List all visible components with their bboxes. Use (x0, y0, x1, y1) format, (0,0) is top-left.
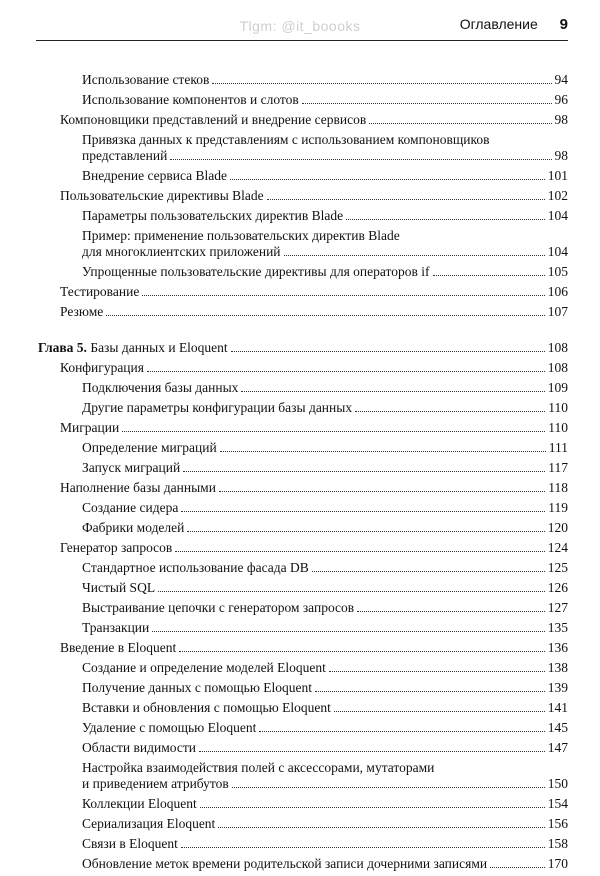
toc-entry[interactable] (60, 440, 568, 456)
toc-entry-page: 158 (547, 836, 568, 851)
toc-entry-page: 136 (547, 640, 568, 655)
toc-entry[interactable] (60, 360, 568, 376)
toc-entry-page: 125 (547, 560, 568, 575)
toc-entry-page: 101 (547, 168, 568, 183)
toc-entry-title: Пользовательские директивы Blade (60, 188, 264, 203)
toc-entry-title: Тестирование (60, 284, 140, 299)
toc-entry[interactable] (60, 188, 568, 204)
toc-entry[interactable] (60, 460, 568, 476)
toc-entry-page: 107 (547, 304, 568, 319)
watermark: Tlgm: @it_boooks (239, 18, 361, 34)
toc-entry-title: Создание сидера (82, 500, 179, 515)
leader-dots (329, 671, 545, 672)
toc-entry[interactable] (60, 796, 568, 812)
leader-dots (106, 315, 544, 316)
toc-entry-title: Выстраивание цепочки с генератором запросов (82, 600, 355, 615)
toc-entry[interactable] (60, 208, 568, 224)
toc-entry-title: Удаление с помощью Eloquent (82, 720, 257, 735)
leader-dots (232, 787, 545, 788)
toc-entry[interactable] (60, 520, 568, 536)
leader-dots (302, 103, 552, 104)
table-of-contents (38, 72, 568, 876)
toc-entry-page: 156 (547, 816, 568, 831)
toc-entry-page: 110 (548, 420, 568, 435)
toc-entry-title: Параметры пользовательских директив Blade (82, 208, 344, 223)
toc-entry[interactable] (60, 836, 568, 852)
toc-entry-title: Подключения базы данных (82, 380, 239, 395)
leader-dots (267, 199, 545, 200)
toc-entry[interactable] (60, 480, 568, 496)
toc-entry[interactable] (60, 304, 568, 320)
toc-entry-title-cont: и приведением атрибутов (82, 776, 229, 791)
toc-entry-title: Области видимости (82, 740, 196, 755)
leader-dots (142, 295, 544, 296)
toc-entry[interactable] (60, 660, 568, 676)
leader-dots (230, 179, 545, 180)
toc-section-ch4 (60, 72, 568, 320)
toc-entry-page: 102 (547, 188, 568, 203)
leader-dots (284, 255, 545, 256)
toc-entry-page: 117 (548, 460, 568, 475)
toc-entry-title: Использование стеков (82, 72, 210, 87)
leader-dots (357, 611, 545, 612)
toc-entry[interactable] (60, 580, 568, 596)
toc-entry[interactable] (60, 92, 568, 108)
leader-dots (147, 371, 545, 372)
leader-dots (179, 651, 544, 652)
toc-entry-title-cont: для многоклиентских приложений (82, 244, 281, 259)
toc-entry-title: Создание и определение моделей Eloquent (82, 660, 326, 675)
toc-entry-page: 150 (547, 776, 568, 791)
toc-entry-title: Коллекции Eloquent (82, 796, 197, 811)
toc-entry-page: 127 (547, 600, 568, 615)
leader-dots (312, 571, 545, 572)
leader-dots (181, 847, 545, 848)
toc-entry[interactable] (60, 560, 568, 576)
toc-entry-page: 141 (547, 700, 568, 715)
toc-entry[interactable] (60, 132, 568, 164)
toc-entry-title-cont: представлений (82, 148, 168, 163)
leader-dots (241, 391, 544, 392)
toc-entry-title: Определение миграций (82, 440, 217, 455)
leader-dots (175, 551, 544, 552)
toc-entry-title: Резюме (60, 304, 104, 319)
toc-entry-page: 139 (547, 680, 568, 695)
toc-entry[interactable] (60, 72, 568, 88)
toc-entry-page: 138 (547, 660, 568, 675)
toc-entry-page: 109 (547, 380, 568, 395)
toc-entry-title: Привязка данных к представлениям с использованием компоновщиков (82, 132, 490, 147)
toc-entry-page: 119 (548, 500, 568, 515)
leader-dots (181, 511, 545, 512)
toc-entry-page: 94 (554, 72, 568, 87)
leader-dots (220, 451, 546, 452)
leader-dots (183, 471, 545, 472)
toc-entry[interactable] (60, 112, 568, 128)
toc-entry-title: Внедрение сервиса Blade (82, 168, 227, 183)
leader-dots (200, 807, 545, 808)
leader-dots (219, 491, 545, 492)
toc-entry[interactable] (60, 540, 568, 556)
toc-entry-title: Миграции (60, 420, 120, 435)
chapter-heading[interactable] (38, 340, 568, 356)
toc-entry-title: Наполнение базы данными (60, 480, 216, 495)
toc-entry-title: Генератор запросов (60, 540, 173, 555)
leader-dots (170, 159, 551, 160)
chapter-gap (60, 324, 568, 340)
leader-dots (334, 711, 545, 712)
toc-entry-title: Связи в Eloquent (82, 836, 178, 851)
toc-entry[interactable] (60, 620, 568, 636)
toc-entry[interactable] (60, 740, 568, 756)
toc-entry-page: 120 (547, 520, 568, 535)
toc-section-ch5 (60, 360, 568, 872)
toc-entry-title: Упрощенные пользовательские директивы для операторов if (82, 264, 430, 279)
toc-entry[interactable] (60, 500, 568, 516)
leader-dots (231, 351, 545, 352)
leader-dots (259, 731, 544, 732)
toc-entry-page: 108 (547, 360, 568, 375)
toc-entry-title: Чистый SQL (82, 580, 156, 595)
toc-entry-title: Пример: применение пользовательских директив Blade (82, 228, 400, 243)
chapter-title: Базы данных и Eloquent (90, 340, 228, 355)
toc-entry[interactable] (60, 400, 568, 416)
toc-entry-page: 111 (548, 440, 568, 455)
toc-entry-title: Вставки и обновления с помощью Eloquent (82, 700, 331, 715)
toc-entry-page: 98 (554, 112, 568, 127)
toc-entry-page: 105 (547, 264, 568, 279)
toc-entry-title: Компоновщики представлений и внедрение сервисов (60, 112, 367, 127)
leader-dots (315, 691, 545, 692)
leader-dots (199, 751, 545, 752)
toc-entry-title: Обновление меток времени родительской записи дочерними записями (82, 856, 488, 871)
toc-entry-title: Стандартное использование фасада DB (82, 560, 309, 575)
toc-entry-page: 126 (547, 580, 568, 595)
leader-dots (218, 827, 544, 828)
toc-entry-page: 104 (547, 244, 568, 259)
toc-entry[interactable] (60, 856, 568, 872)
toc-entry[interactable] (60, 640, 568, 656)
header-rule (36, 40, 568, 41)
toc-entry[interactable] (60, 284, 568, 300)
toc-entry[interactable] (60, 720, 568, 736)
toc-entry-page: 106 (547, 284, 568, 299)
toc-entry[interactable] (60, 380, 568, 396)
toc-entry-title: Запуск миграций (82, 460, 181, 475)
toc-entry-title: Сериализация Eloquent (82, 816, 216, 831)
leader-dots (152, 631, 544, 632)
toc-entry[interactable] (60, 420, 568, 436)
toc-entry[interactable] (60, 264, 568, 280)
toc-entry-page: 135 (547, 620, 568, 635)
toc-entry-page: 98 (554, 148, 568, 163)
leader-dots (490, 867, 545, 868)
toc-entry-page: 124 (547, 540, 568, 555)
leader-dots (187, 531, 544, 532)
leader-dots (433, 275, 545, 276)
page-number: 9 (559, 16, 568, 33)
toc-entry-title: Введение в Eloquent (60, 640, 177, 655)
toc-entry-page: 118 (548, 480, 568, 495)
leader-dots (158, 591, 545, 592)
leader-dots (346, 219, 545, 220)
toc-entry[interactable] (60, 760, 568, 792)
toc-entry-page: 145 (547, 720, 568, 735)
leader-dots (122, 431, 545, 432)
chapter-page: 108 (547, 340, 568, 355)
toc-entry[interactable] (60, 680, 568, 696)
toc-entry-title: Транзакции (82, 620, 150, 635)
toc-entry[interactable] (60, 816, 568, 832)
toc-entry-page: 147 (547, 740, 568, 755)
toc-entry-title: Фабрики моделей (82, 520, 185, 535)
leader-dots (369, 123, 551, 124)
toc-entry[interactable] (60, 228, 568, 260)
chapter-label: Глава 5. (38, 340, 87, 355)
toc-entry-title: Получение данных с помощью Eloquent (82, 680, 313, 695)
running-head-title: Оглавление (459, 16, 538, 32)
toc-entry-page: 170 (547, 856, 568, 871)
toc-entry[interactable] (60, 600, 568, 616)
leader-dots (355, 411, 545, 412)
toc-entry-page: 96 (554, 92, 568, 107)
toc-entry-title: Настройка взаимодействия полей с аксессорами, мутаторами (82, 760, 435, 775)
toc-entry-title: Использование компонентов и слотов (82, 92, 299, 107)
toc-entry-page: 154 (547, 796, 568, 811)
leader-dots (212, 83, 551, 84)
toc-entry-page: 110 (548, 400, 568, 415)
running-head (460, 16, 568, 33)
toc-entry[interactable] (60, 168, 568, 184)
toc-entry[interactable] (60, 700, 568, 716)
toc-entry-page: 104 (547, 208, 568, 223)
toc-entry-title: Конфигурация (60, 360, 144, 375)
toc-entry-title: Другие параметры конфигурации базы данных (82, 400, 353, 415)
